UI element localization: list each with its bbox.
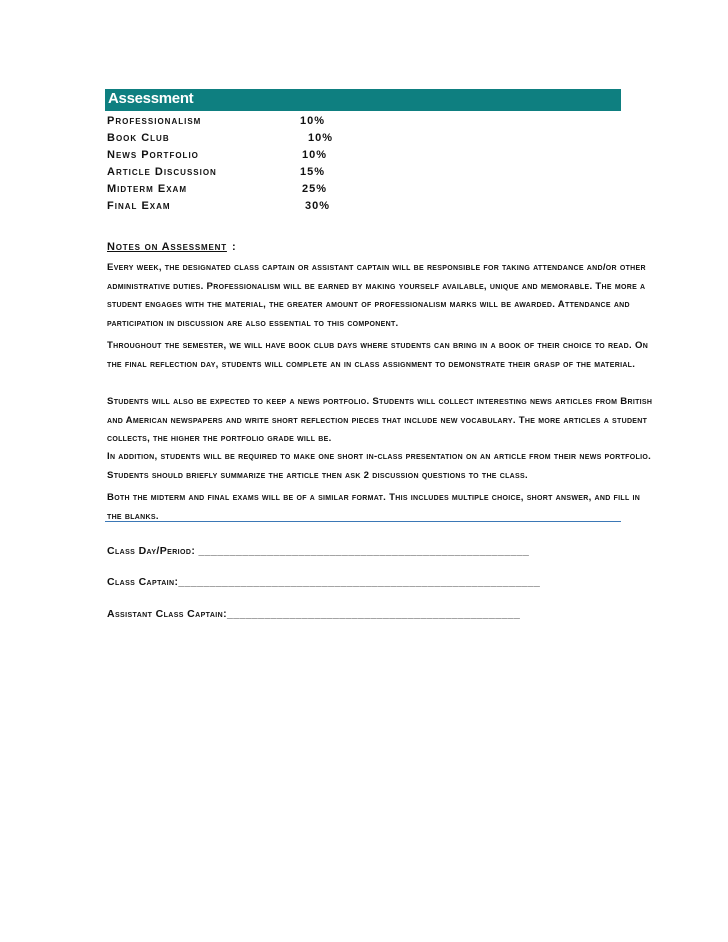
notes-paragraph-presentation: In addition, students will be required to make one short in-class presentation on an article from their news portfolio. Students should briefly summarize the article then ask 2 discussion questions to the class.: [107, 451, 652, 481]
notes-paragraph-book-club: Throughout the semester, we will have book club days where students can bring in a book of their choice to read. On the final reflection day, students will complete an in class assignment to demonstrate their grasp of the material.: [107, 340, 649, 370]
grading-percent: 15%: [300, 166, 326, 178]
section-divider: [105, 521, 621, 522]
notes-paragraph-exams: Both the midterm and final exams will be of a similar format. This includes multiple choice, short answer, and fill in the blanks.: [107, 492, 641, 522]
notes-paragraph-professionalism: Every week, the designated class captain or assistant captain will be responsible for taking attendance and/or other administrative duties. Professionalism will be earned by making yourself available, unique and memorable. The more a student engages with the material, the greater amount of professionalism marks will be awarded. Attendance and participation in discussion are also essential to this component.: [107, 262, 646, 329]
grading-label: News Portfolio: [107, 149, 199, 161]
grading-label: Book Club: [107, 132, 170, 144]
notes-colon: :: [232, 241, 236, 253]
class-day-period-field[interactable]: Class Day/Period: _____________________________________________________: [107, 545, 530, 557]
notes-heading: Notes on Assessment: [107, 241, 227, 253]
grading-percent: 10%: [302, 149, 328, 161]
grading-percent: 30%: [305, 200, 331, 212]
grading-label: Article Discussion: [107, 166, 217, 178]
grading-label: Professionalism: [107, 115, 202, 127]
grading-percent: 10%: [308, 132, 334, 144]
grading-percent: 25%: [302, 183, 328, 195]
assessment-header-bar: [105, 89, 621, 111]
grading-label: Final Exam: [107, 200, 171, 212]
class-captain-field[interactable]: Class Captain:__________________________________________________________: [107, 576, 541, 588]
notes-paragraph-news-portfolio: Students will also be expected to keep a news portfolio. Students will collect interesting news articles from British and American newspapers and write short reflection pieces that include new vocabulary. The more articles a student collects, the higher the portfolio grade will be.: [107, 396, 653, 444]
assessment-title: Assessment: [108, 90, 194, 107]
assistant-class-captain-field[interactable]: Assistant Class Captain:_______________________________________________: [107, 608, 521, 620]
grading-label: Midterm Exam: [107, 183, 187, 195]
grading-percent: 10%: [300, 115, 326, 127]
